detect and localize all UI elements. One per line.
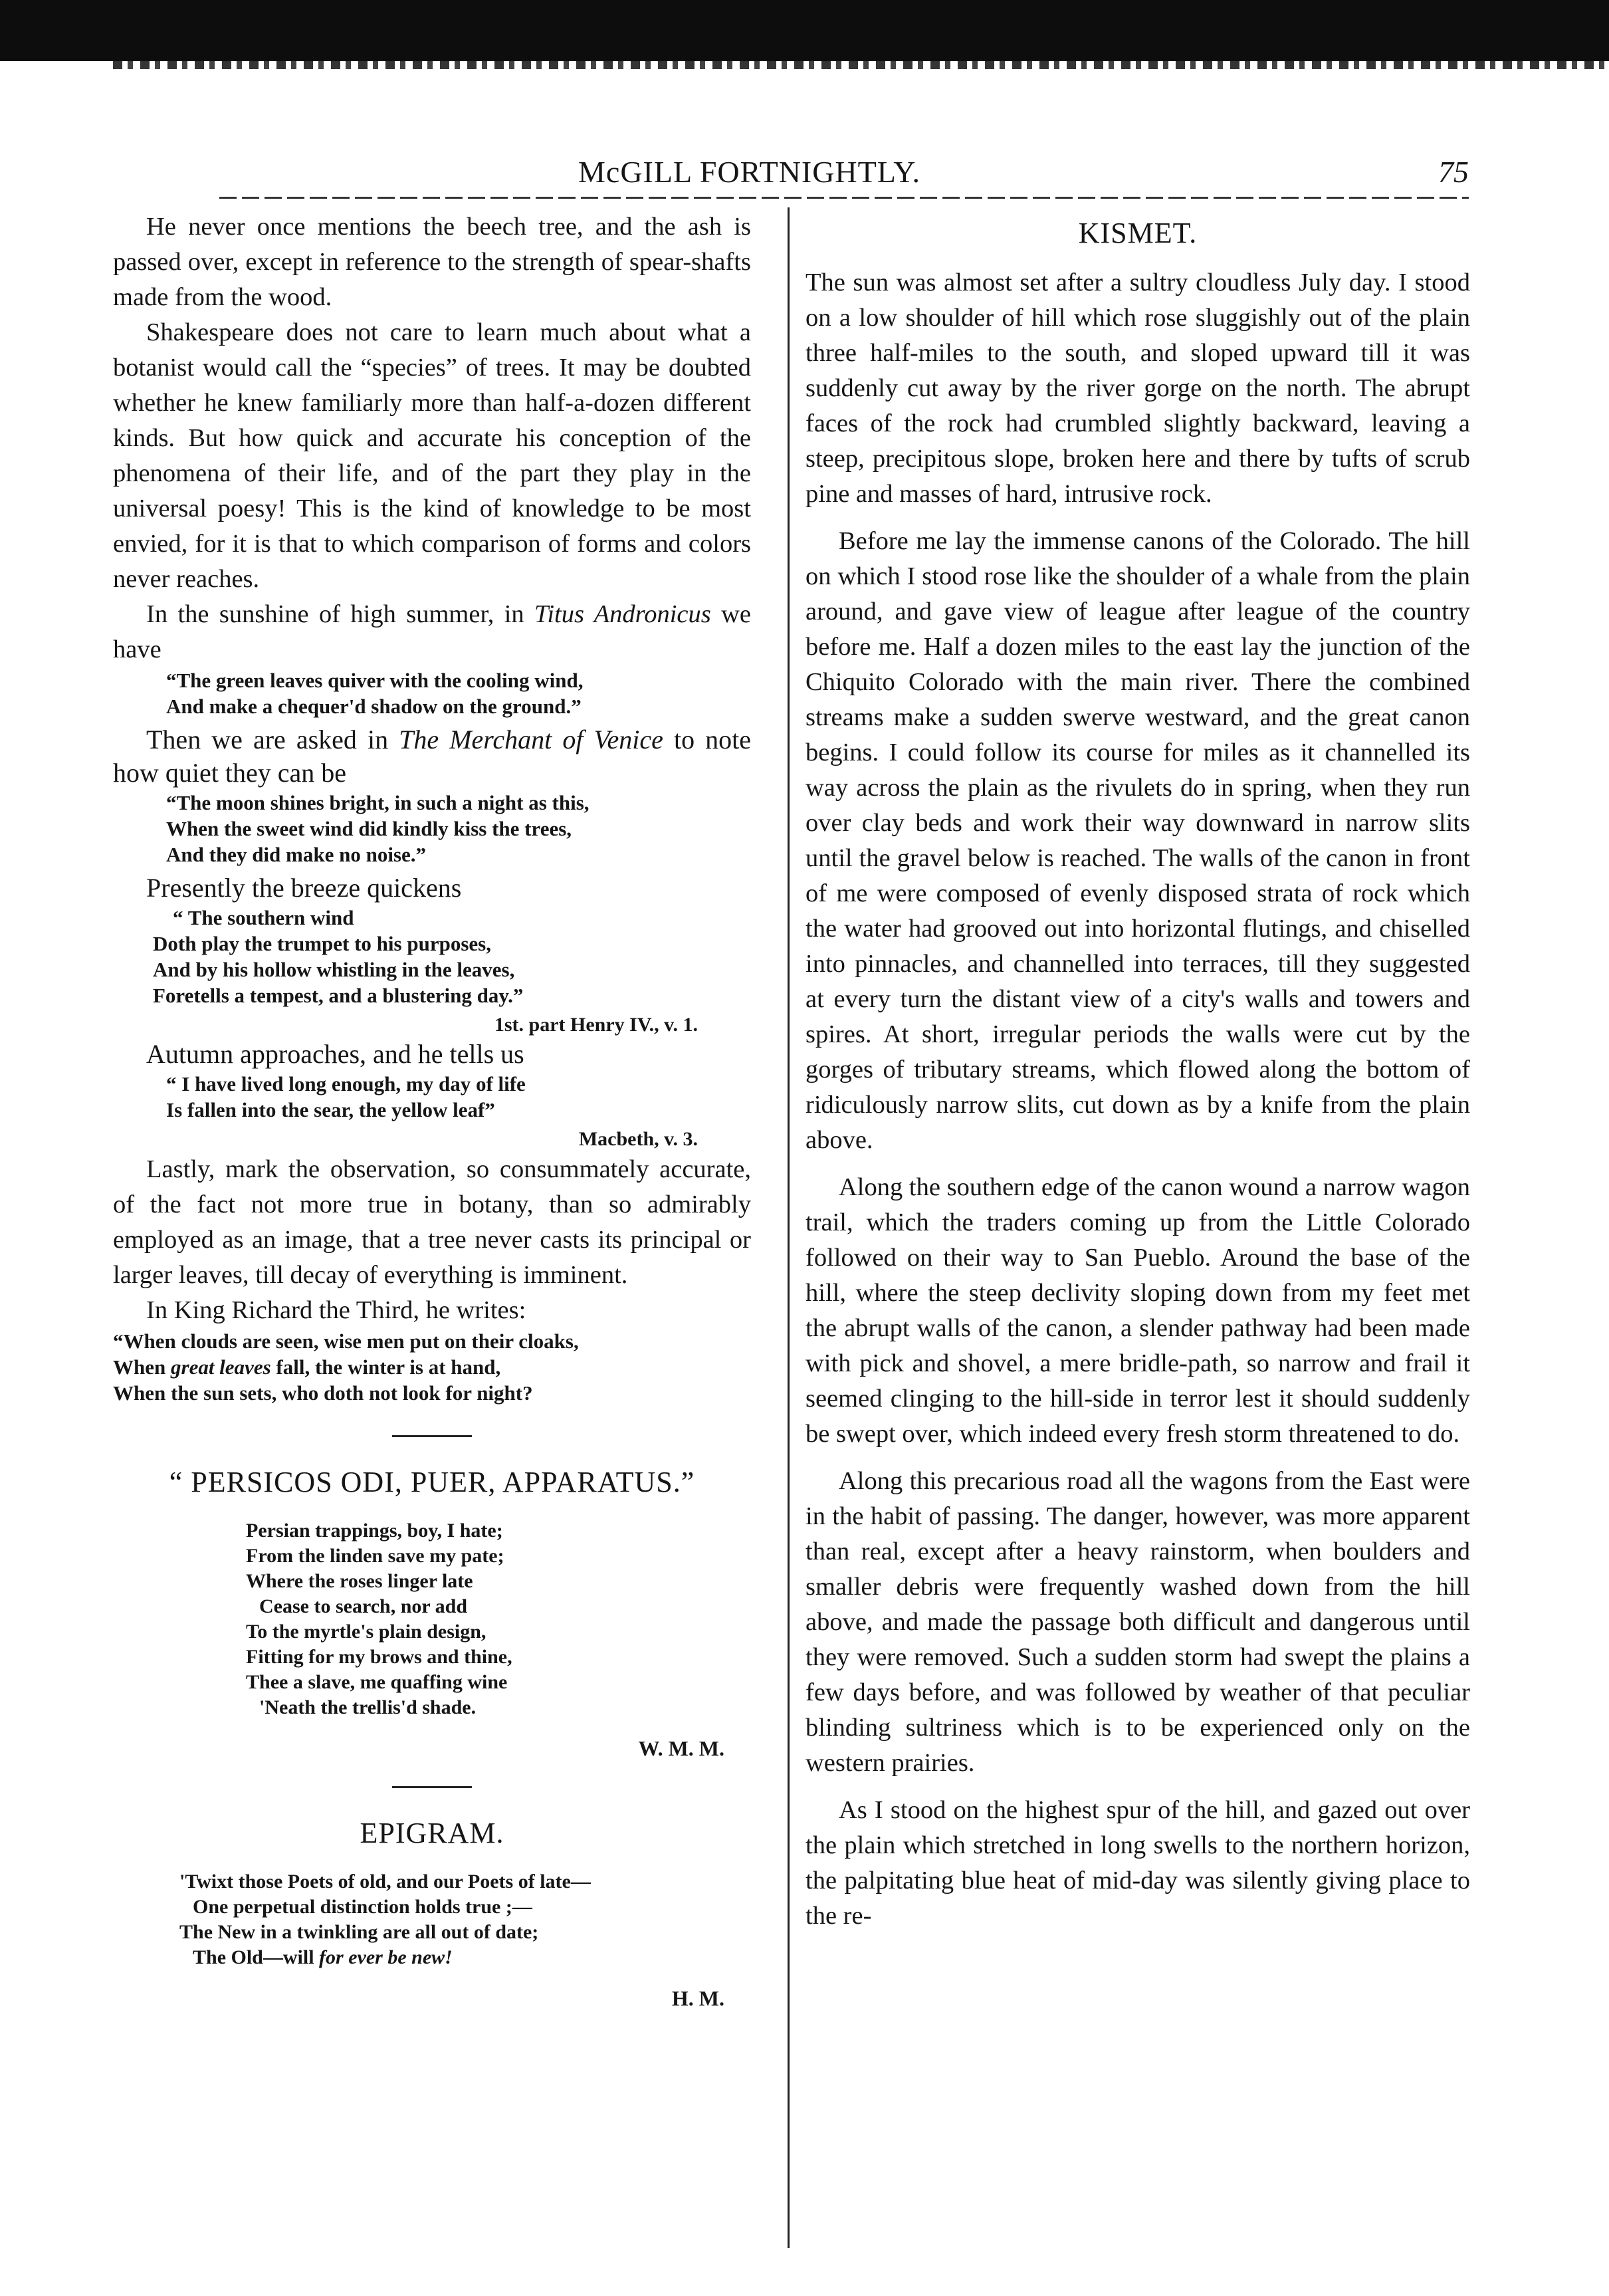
header-rule xyxy=(219,197,1469,199)
citation: 1st. part Henry IV., v. 1. xyxy=(494,1014,698,1036)
quotation: “ I have lived long enough, my day of life Is fallen into the sear, the yellow leaf” xyxy=(166,1072,526,1121)
section-separator xyxy=(392,1786,472,1788)
paragraph: In King Richard the Third, he writes: xyxy=(146,1296,526,1324)
quotation: “The moon shines bright, in such a night as this, When the sweet wind did kindly kiss the trees, And they did make no noise.” xyxy=(166,791,590,866)
poem-body: Persian trappings, boy, I hate; From the linden save my pate; Where the roses linger late Cease to search, nor add To the myrtle's plain design, Fitting for my brows and thine, Thee a slave, me quaffing wine 'Neath the trellis'd shade. xyxy=(246,1520,512,1718)
section-separator xyxy=(392,1435,472,1437)
epigram-body: 'Twixt those Poets of old, and our Poets of late— One perpetual distinction holds true ;— The New in a twinkling are all out of date; The Old—will for ever be new! xyxy=(179,1871,591,1968)
citation: Macbeth, v. 3. xyxy=(578,1128,698,1150)
lead-line: Autumn approaches, and he tells us xyxy=(146,1039,524,1069)
poem-title: “ PERSICOS ODI, PUER, APPARATUS.” xyxy=(169,1466,695,1498)
paragraph: The sun was almost set after a sultry cloudless July day. I stood on a low shoulder of hill which rose sluggishly out of the plain three half-miles to the south, and sloped upward till it was suddenly cut away by the river gorge on the north. The abrupt faces of the rock had crumbled slightly backward, leaving a steep, precipitous slope, broken here and there by tufts of scrub pine and masses of hard, intrusive rock. xyxy=(805,269,1470,508)
paragraph: In the sunshine of high summer, in Titus Andronicus we have xyxy=(113,600,751,663)
paragraph: He never once mentions the beech tree, and the ash is passed over, except in reference to the strength of spear-shafts made from the wood. xyxy=(113,213,751,311)
right-column xyxy=(805,209,1470,1946)
story-title: KISMET. xyxy=(1078,217,1198,249)
quotation: “The green leaves quiver with the cooling wind, And make a chequer'd shadow on the ground.” xyxy=(166,669,584,718)
page-header xyxy=(113,154,1469,194)
column-divider xyxy=(788,207,790,2248)
play-title: Titus Andronicus xyxy=(534,600,711,628)
paragraph: Shakespeare does not care to learn much about what a botanist would call the “species” of trees. It may be doubted whether he knew familiarly more than half-a-dozen different kinds. But how quick and accurate his conception of the phenomena of their life, and of the part they play in the universal poesy! This is the kind of knowledge to be most envied, for it is that to which comparison of forms and colors never reaches. xyxy=(113,318,751,593)
paragraph: Before me lay the immense canons of the Colorado. The hill on which I stood rose like the shoulder of a whale from the plain around, and gave view of league after league of the country before me. Half a dozen miles to the east lay the junction of the Chiquito Colorado with the main river. There the combined streams make a sudden swerve westward, and the great canon begins. I could follow its course for miles as it channelled its way across the plain as the rivulets do in spring, when they run over clay beds and work their way downward in narrow slits until the gravel below is reached. The walls of the canon in front of me were composed of evenly disposed strata of rock which the water had grooved out into horizontal flutings, and chiselled into pinnacles, and channelled into terraces, till they suggested at every turn the distant view of a city's walls and towers and spires. At short, irregular periods the walls were cut by the gorges of tributary streams, which flowed along the bottom of ridiculously narrow slits, cut down as by a knife from the plain above. xyxy=(805,527,1470,1154)
quotation: “When clouds are seen, wise men put on their cloaks, When great leaves fall, the winter is at hand, When the sun sets, who doth not look for night? xyxy=(113,1329,579,1405)
paragraph: Lastly, mark the observation, so consummately accurate, of the fact not more true in botany, than so admirably employed as an image, that a tree never casts its principal or larger leaves, till decay of everything is imminent. xyxy=(113,1155,751,1289)
page-number: 75 xyxy=(1438,155,1469,189)
signature: W. M. M. xyxy=(638,1736,724,1760)
paragraph: Along the southern edge of the canon wound a narrow wagon trail, which the traders coming up from the Little Colorado followed on their way to San Pueblo. Around the base of the hill, where the steep declivity sloping down from my feet met the abrupt walls of the canon, a slender pathway had been made with pick and shovel, a mere bridle-path, so narrow and frail it seemed clinging to the hill-side in terror lest it should suddenly be swept over, which indeed every fresh storm threatened to do. xyxy=(805,1173,1470,1448)
left-column xyxy=(113,209,751,2016)
play-title: The Merchant of Venice xyxy=(399,725,663,754)
lead-line: Then we are asked in The Merchant of Venice to note how quiet they can be xyxy=(113,725,752,788)
signature: H. M. xyxy=(671,1986,724,2010)
quotation: “ The southern wind Doth play the trumpet to his purposes, And by his hollow whistling in the leaves, Foretells a tempest, and a blustering day.” xyxy=(153,906,524,1007)
paragraph: Along this precarious road all the wagons from the East were in the habit of passing. The danger, however, was more apparent than real, except after a heavy rainstorm, when boulders and smaller debris were frequently washed down from the hill above, and made the passage both difficult and dangerous until they were removed. Such a sudden storm had swept the plains a few days before, and was followed by weather of that peculiar blinding sultriness which is to be experienced only on the western prairies. xyxy=(805,1467,1470,1777)
running-title: McGILL FORTNIGHTLY. xyxy=(578,155,921,189)
scan-top-band xyxy=(0,0,1609,61)
paragraph: As I stood on the highest spur of the hill, and gazed out over the plain which stretched in long swells to the northern horizon, the palpitating blue heat of mid-day was silently giving place to the re- xyxy=(805,1796,1470,1930)
scan-edge-noise xyxy=(113,61,1609,69)
lead-line: Presently the breeze quickens xyxy=(146,873,462,903)
epigram-title: EPIGRAM. xyxy=(360,1817,504,1849)
